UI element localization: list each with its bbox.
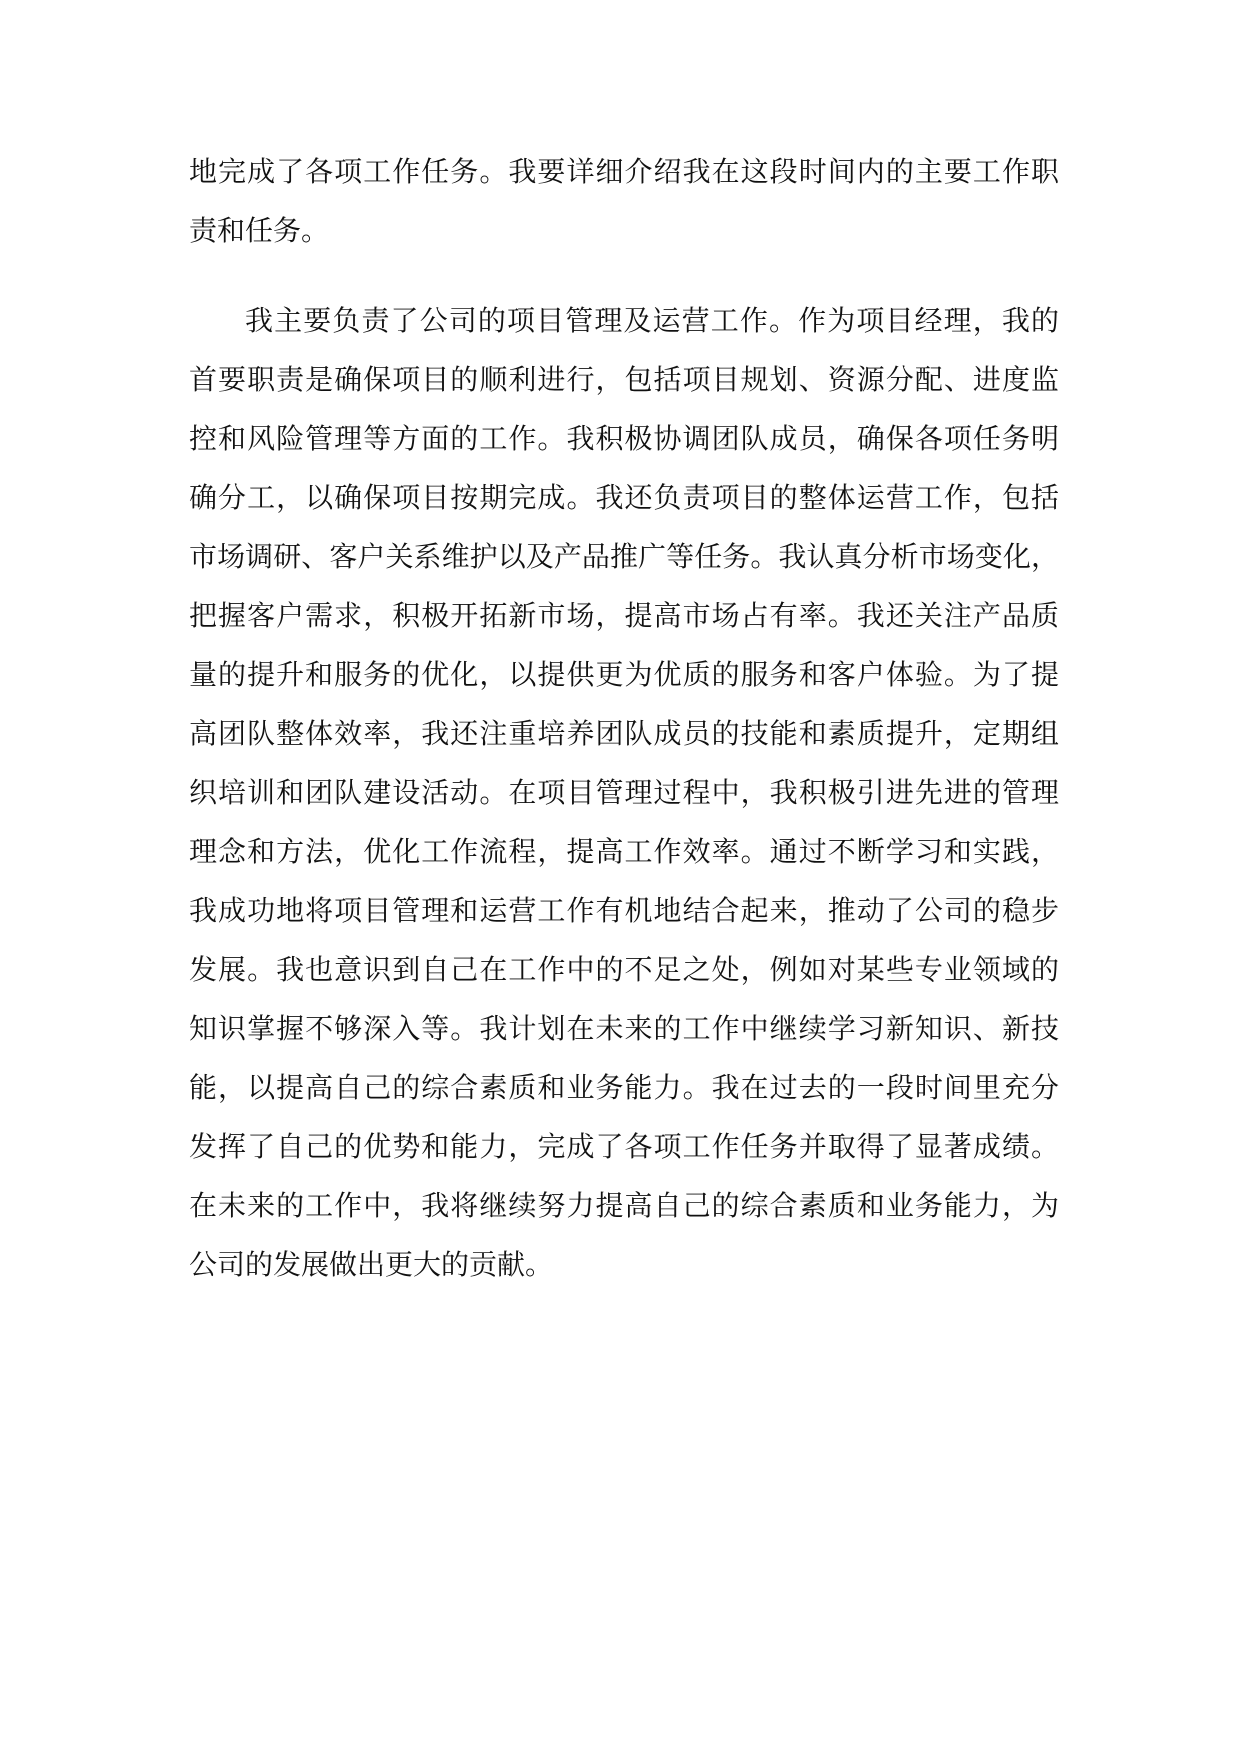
text-line: 我成功地将项目管理和运营工作有机地结合起来，推动了公司的稳步 xyxy=(189,894,1059,927)
text-line: 发挥了自己的优势和能力，完成了各项工作任务并取得了显著成绩。 xyxy=(189,1130,1059,1163)
text-line: 发展。我也意识到自己在工作中的不足之处，例如对某些专业领域的 xyxy=(189,953,1059,986)
text-line: 我主要负责了公司的项目管理及运营工作。作为项目经理，我的 xyxy=(245,304,1059,337)
text-line: 地完成了各项工作任务。我要详细介绍我在这段时间内的主要工作职 xyxy=(189,155,1059,188)
paragraph-2 xyxy=(189,291,1059,1294)
text-line: 在未来的工作中，我将继续努力提高自己的综合素质和业务能力，为 xyxy=(189,1189,1059,1222)
text-line: 织培训和团队建设活动。在项目管理过程中，我积极引进先进的管理 xyxy=(189,776,1059,809)
text-line: 量的提升和服务的优化，以提供更为优质的服务和客户体验。为了提 xyxy=(189,658,1059,691)
text-line: 理念和方法，优化工作流程，提高工作效率。通过不断学习和实践， xyxy=(189,835,1059,868)
text-line: 知识掌握不够深入等。我计划在未来的工作中继续学习新知识、新技 xyxy=(189,1012,1059,1045)
document-body xyxy=(189,142,1059,1294)
text-line: 市场调研、客户关系维护以及产品推广等任务。我认真分析市场变化， xyxy=(189,540,1059,573)
text-line: 能，以提高自己的综合素质和业务能力。我在过去的一段时间里充分 xyxy=(189,1071,1059,1104)
text-line: 高团队整体效率，我还注重培养团队成员的技能和素质提升，定期组 xyxy=(189,717,1059,750)
text-line: 责和任务。 xyxy=(189,214,330,247)
text-line: 确分工，以确保项目按期完成。我还负责项目的整体运营工作，包括 xyxy=(189,481,1059,514)
text-line: 控和风险管理等方面的工作。我积极协调团队成员，确保各项任务明 xyxy=(189,422,1059,455)
text-line: 把握客户需求，积极开拓新市场，提高市场占有率。我还关注产品质 xyxy=(189,599,1059,632)
paragraph-1 xyxy=(189,142,1059,260)
text-line: 首要职责是确保项目的顺利进行，包括项目规划、资源分配、进度监 xyxy=(189,363,1059,396)
text-line: 公司的发展做出更大的贡献。 xyxy=(189,1248,554,1281)
